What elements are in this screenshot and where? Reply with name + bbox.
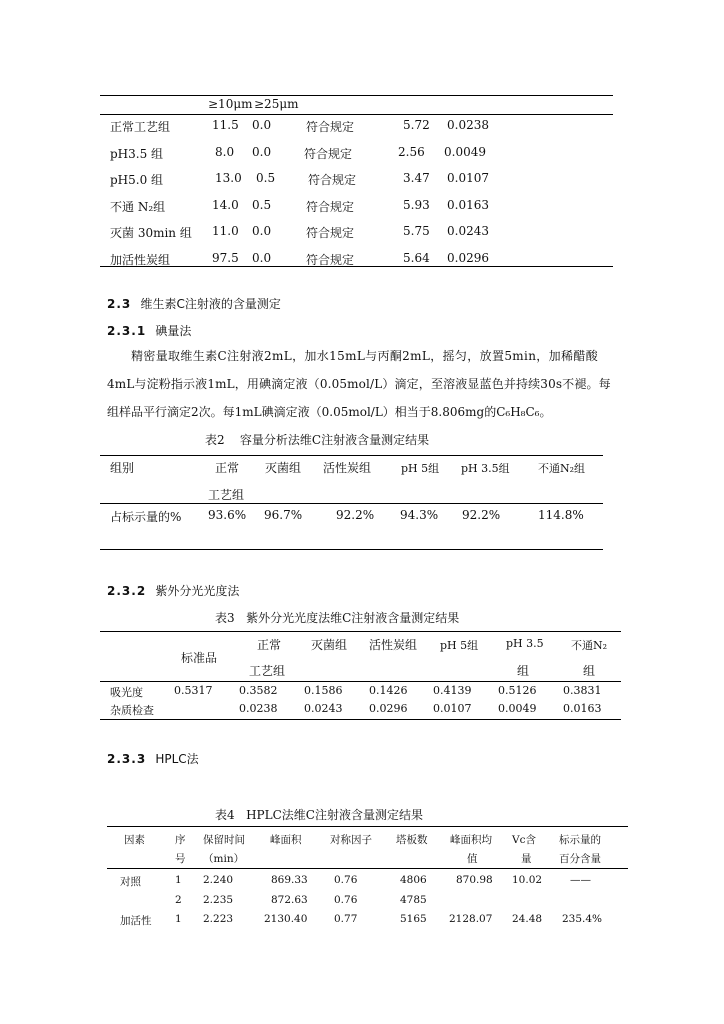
table1-cell: 0.0: [252, 118, 272, 132]
table2-value-charcoal: 92.2%: [336, 508, 375, 522]
table1-cell: 符合规定: [306, 199, 355, 214]
table3-cell: 吸光度: [110, 686, 143, 699]
table2-caption: 表2 容量分析法维C注射液含量测定结果: [205, 433, 430, 447]
table4-header-cell: 峰面积: [270, 834, 302, 846]
table4-header-cell-line2: 百分含量: [559, 853, 601, 865]
table3-cell: 0.3831: [563, 684, 602, 697]
table1-cell: 14.0: [212, 197, 239, 212]
table4-cell: 加活性: [120, 915, 152, 927]
table3-cell: 0.0238: [239, 702, 278, 715]
table1-cell: 11.5: [212, 118, 239, 132]
table4-header-cell: 序: [175, 834, 186, 846]
table2-header-group: 组别: [110, 461, 135, 475]
table3-cell: 杂质检查: [110, 704, 154, 717]
table1-cell: 0.0238: [447, 118, 489, 132]
table4-header-cell: 标示量的: [559, 834, 601, 846]
section-2-3-heading: [107, 295, 281, 312]
section-2-3-1-number: 2.3.1: [107, 324, 147, 338]
table1-header-rule: [100, 114, 613, 115]
table1-header-25um: ≥25μm: [254, 97, 299, 111]
table1-cell: 符合规定: [306, 226, 355, 240]
table3-bottom-rule: [100, 719, 621, 720]
section-2-3-3-title: HPLC法: [155, 752, 199, 766]
table3-cell: 0.0163: [563, 702, 602, 715]
table1-cell: pH5.0 组: [110, 173, 164, 187]
table1-cell: 0.0: [252, 144, 272, 159]
table1-header-10um: ≥10μm: [208, 97, 253, 111]
table4-cell: 0.76: [334, 893, 358, 906]
table1-cell: 8.0: [215, 144, 235, 159]
table3-header-charcoal: 活性炭组: [369, 638, 418, 652]
table3-cell: 0.0296: [369, 702, 408, 715]
table1-cell: pH3.5 组: [110, 146, 164, 161]
table3-header-normal: 正常: [257, 638, 282, 652]
table2-value-no-n2: 114.8%: [538, 508, 584, 522]
table3-cell: 0.5317: [174, 684, 213, 697]
table3-top-rule: [100, 631, 621, 632]
table4-cell: 1: [175, 913, 182, 925]
table1-cell: 0.0049: [444, 144, 486, 159]
section-2-3-number: 2.3: [107, 297, 132, 311]
table4-cell: 24.48: [512, 913, 543, 925]
table3-header-rule: [100, 681, 621, 682]
table2-header-no-n2: 不通N₂组: [538, 462, 586, 475]
table3-header-no-n2: 不通N₂: [571, 639, 608, 652]
table4-cell: 2.235: [203, 893, 234, 906]
section-2-3-1-title: 碘量法: [155, 324, 192, 338]
table2-value-sterilized: 96.7%: [264, 508, 303, 522]
table4-cell: 4806: [400, 874, 427, 886]
table3-cell: 0.1586: [304, 684, 343, 697]
table1-cell: 3.47: [403, 171, 430, 185]
table1-cell: 加活性炭组: [110, 252, 171, 267]
table3-cell: 0.3582: [239, 684, 278, 697]
table1-cell: 13.0: [215, 171, 242, 185]
table4-header-cell: 对称因子: [330, 834, 372, 846]
table4-cell: 2.223: [203, 913, 234, 925]
table2-value-ph5: 94.3%: [400, 508, 439, 522]
table4-cell: 1: [175, 874, 182, 886]
table2-header-normal: 正常: [215, 461, 240, 475]
table2-value-ph35: 92.2%: [462, 508, 501, 522]
table4-cell: 2.240: [203, 874, 234, 886]
table4-cell: 2: [175, 893, 182, 906]
table3-header-no-n2-line2: 组: [583, 664, 596, 678]
table2-header-ph5: pH 5组: [401, 462, 440, 475]
table4-header-cell: Vc含: [512, 834, 536, 846]
table1-cell: 11.0: [212, 224, 239, 238]
table1-cell: 0.0243: [447, 224, 489, 238]
table4-cell: 0.77: [334, 913, 358, 925]
table1-cell: 符合规定: [306, 252, 355, 267]
table1-cell: 0.0: [252, 224, 272, 238]
table4-cell: 869.33: [271, 874, 308, 886]
table1-top-rule: [100, 95, 613, 96]
table3-header-sterilized: 灭菌组: [311, 638, 348, 652]
table4-cell: 870.98: [456, 874, 493, 886]
table4-cell: 5165: [400, 913, 427, 925]
table4-cell: 2128.07: [449, 913, 493, 925]
table2-header-ph35: pH 3.5组: [461, 462, 510, 475]
table3-header-ph35: pH 3.5: [506, 637, 544, 650]
table4-cell: 0.76: [334, 874, 358, 886]
table4-header-cell: 因素: [124, 834, 145, 846]
table1-cell: 不通 N₂组: [110, 199, 166, 214]
table4-header-rule: [107, 868, 628, 869]
table2-header-normal-line2: 工艺组: [208, 488, 245, 502]
table4-cell: 2130.40: [264, 913, 308, 925]
table1-cell: 正常工艺组: [110, 120, 171, 134]
table4-cell: 对照: [120, 876, 141, 888]
table1-bottom-rule: [100, 266, 613, 267]
table3-caption: 表3 紫外分光光度法维C注射液含量测定结果: [215, 611, 460, 625]
table2-row-label: 占标示量的%: [110, 510, 182, 524]
table2-header-charcoal: 活性炭组: [323, 461, 372, 475]
table1-cell: 0.0107: [447, 171, 489, 185]
table3-header-standard: 标准品: [181, 651, 218, 665]
table2-bottom-rule: [100, 549, 603, 550]
table1-cell: 0.5: [256, 171, 276, 185]
table1-cell: 0.5: [252, 197, 272, 212]
table4-caption: 表4 HPLC法维C注射液含量测定结果: [215, 808, 423, 822]
table1-cell: 5.93: [403, 197, 430, 212]
table4-header-cell: 塔板数: [396, 834, 428, 846]
table2-value-normal: 93.6%: [208, 508, 247, 522]
table1-cell: 灭菌 30min 组: [110, 226, 192, 240]
section-2-3-1-heading: [107, 322, 191, 339]
iodometry-paragraph-line-3: 组样品平行滴定2次。每1mL碘滴定液（0.05mol/L）相当于8.806mg的C₆H₈C₆。: [107, 405, 552, 419]
table4-top-rule: [107, 826, 628, 827]
table3-header-ph35-line2: 组: [517, 664, 530, 678]
table1-cell: 符合规定: [304, 146, 353, 161]
table4-header-cell: 峰面积均: [450, 834, 492, 846]
table2-top-rule: [100, 455, 603, 456]
table1-cell: 0.0: [252, 250, 272, 265]
table2-header-rule: [100, 503, 603, 504]
section-2-3-3-heading: [107, 750, 199, 767]
table4-header-cell-line2: 值: [467, 853, 478, 865]
table3-header-normal-line2: 工艺组: [249, 664, 286, 678]
table1-cell: 5.75: [403, 224, 430, 238]
table4-header-cell-line2: 号: [175, 853, 186, 865]
iodometry-paragraph-line-1: 精密量取维生素C注射液2mL，加水15mL与丙酮2mL，摇匀，放置5min，加稀醋酸: [131, 349, 599, 363]
table2-header-sterilized: 灭菌组: [265, 461, 302, 475]
table3-cell: 0.0049: [498, 702, 537, 715]
table4-cell: ——: [570, 874, 591, 886]
table1-cell: 符合规定: [308, 173, 357, 187]
table4-cell: 235.4%: [562, 913, 603, 925]
table1-cell: 5.72: [403, 118, 430, 132]
table4-header-cell-line2: 量: [521, 853, 532, 865]
table3-header-ph5: pH 5组: [440, 639, 479, 652]
table3-cell: 0.4139: [433, 684, 472, 697]
table1-cell: 0.0296: [447, 250, 489, 265]
section-2-3-3-number: 2.3.3: [107, 752, 147, 766]
table3-cell: 0.0107: [433, 702, 472, 715]
table1-cell: 5.64: [403, 250, 430, 265]
table3-cell: 0.0243: [304, 702, 343, 715]
table4-cell: 872.63: [271, 893, 308, 906]
section-2-3-2-heading: [107, 582, 239, 599]
table1-cell: 97.5: [212, 250, 239, 265]
table4-cell: 10.02: [512, 874, 543, 886]
table1-cell: 符合规定: [306, 120, 355, 134]
iodometry-paragraph-line-2: 4mL与淀粉指示液1mL，用碘滴定液（0.05mol/L）滴定，至溶液显蓝色并持续30s不褪。每: [107, 377, 611, 391]
table1-cell: 2.56: [398, 144, 425, 159]
table1-cell: 0.0163: [447, 197, 489, 212]
table4-header-cell: 保留时间: [203, 834, 245, 846]
section-2-3-2-number: 2.3.2: [107, 584, 147, 598]
section-2-3-title: 维生素C注射液的含量测定: [140, 297, 281, 311]
table4-cell: 4785: [400, 893, 427, 906]
table3-cell: 0.1426: [369, 684, 408, 697]
table4-header-cell-line2: （min）: [203, 853, 245, 865]
table3-cell: 0.5126: [498, 684, 537, 697]
section-2-3-2-title: 紫外分光光度法: [155, 584, 240, 598]
